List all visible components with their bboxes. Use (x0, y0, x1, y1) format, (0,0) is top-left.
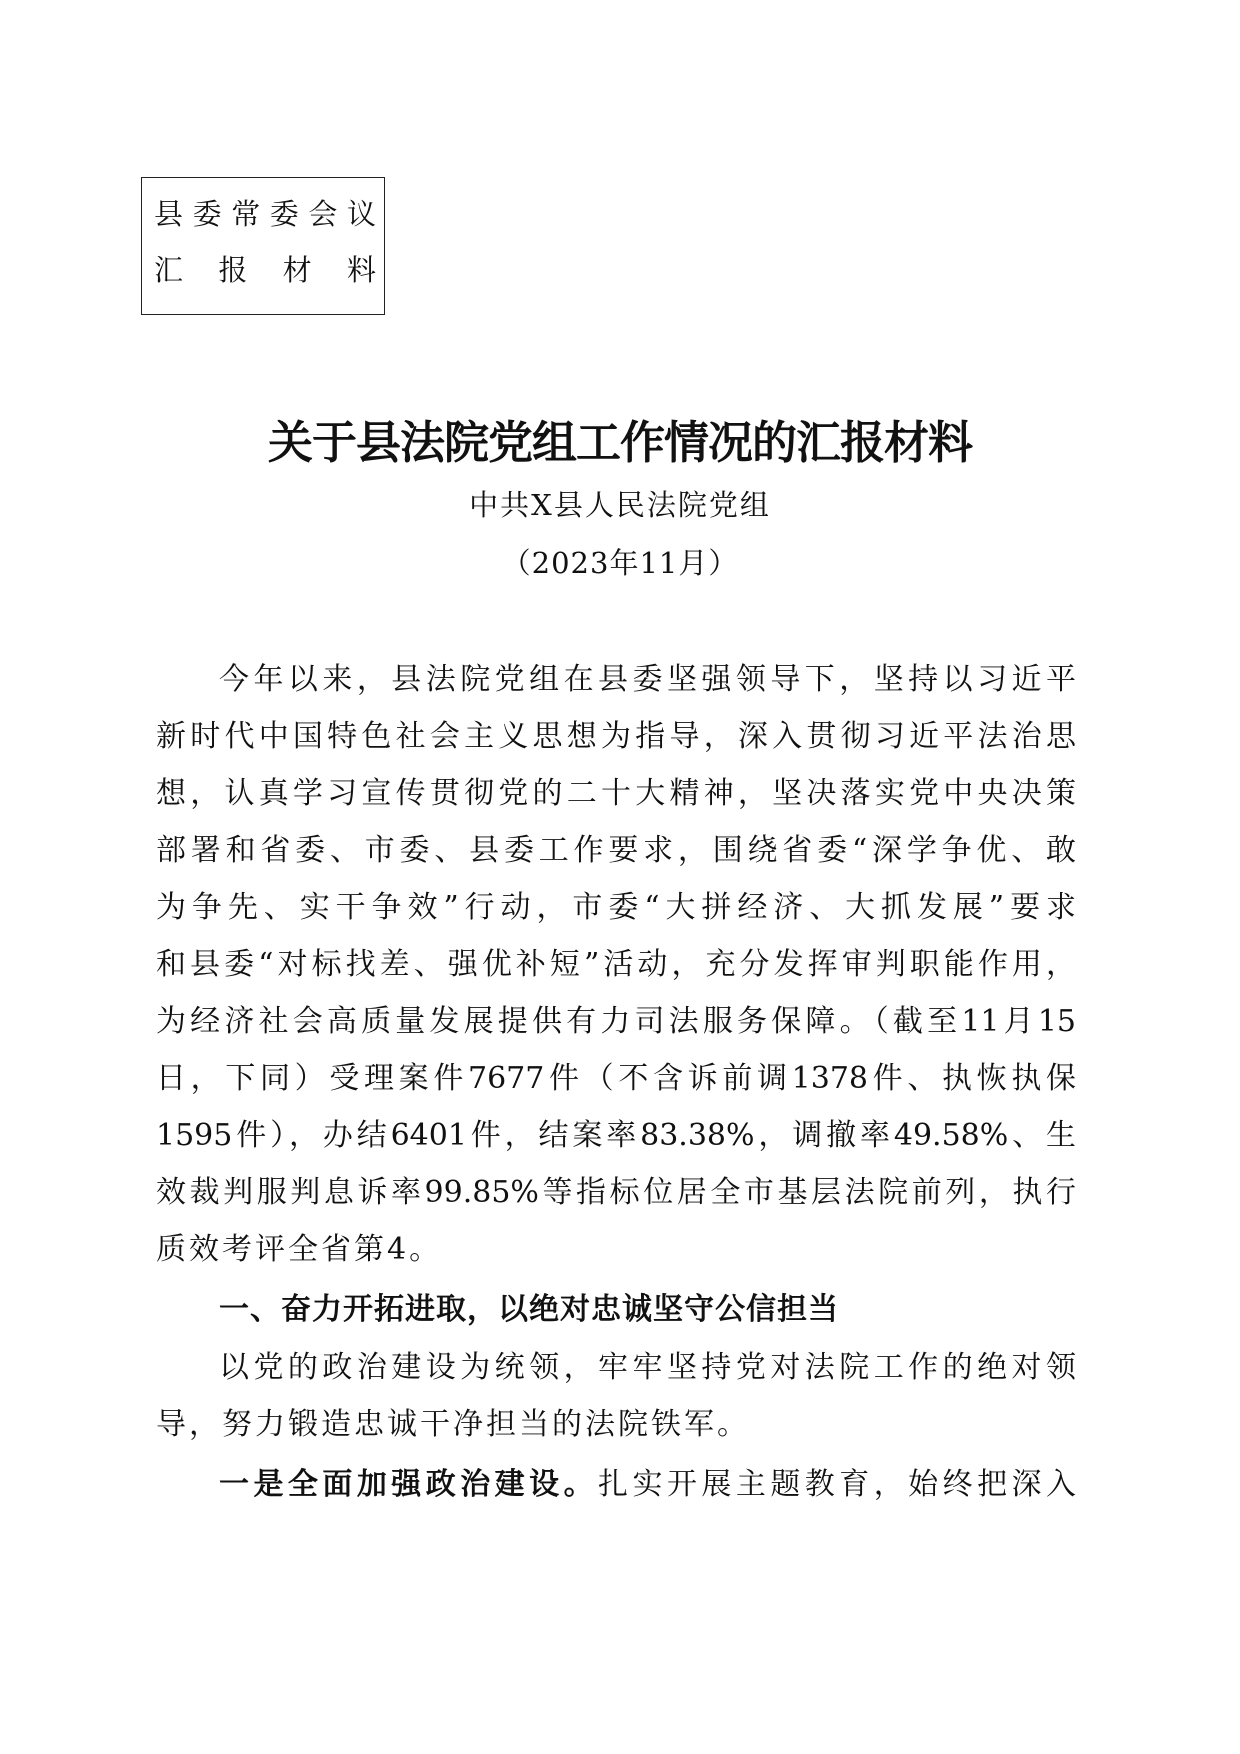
body-line: 新时代中国特色社会主义思想为指导，深入贯彻习近平法治思 (156, 719, 1076, 754)
point-text: 扎实开展主题教育，始终把深入 (598, 1467, 1077, 1502)
body-line: 以党的政治建设为统领，牢牢坚持党对法院工作的绝对领 (219, 1350, 1076, 1385)
body-line: 为经济社会高质量发展提供有力司法服务保障。（截至11月15 (156, 1004, 1076, 1039)
label-char: 议 (346, 197, 376, 231)
body-line: 质效考评全省第4。 (156, 1232, 443, 1267)
label-char: 汇 (154, 253, 184, 287)
label-char: 料 (346, 253, 376, 287)
body-line: 想，认真学习宣传贯彻党的二十大精神，坚决落实党中央决策 (156, 776, 1076, 811)
point-lead: 一是全面加强政治建设。 (219, 1467, 599, 1502)
section-heading: 一、奋力开拓进取，以绝对忠诚坚守公信担当 (219, 1292, 839, 1327)
body-line: 1595件），办结6401件，结案率83.38%，调撤率49.58%、生 (156, 1118, 1076, 1153)
body-line: 和县委“对标找差、强优补短”活动，充分发挥审判职能作用， (156, 947, 1076, 982)
label-char: 委 (269, 197, 299, 231)
label-char: 报 (218, 253, 248, 287)
body-line: 效裁判服判息诉率99.85%等指标位居全市基层法院前列，执行 (156, 1175, 1076, 1210)
document-title: 关于县法院党组工作情况的汇报材料 (267, 416, 972, 469)
label-char: 材 (282, 253, 312, 287)
point-line (219, 1465, 1076, 1505)
body-line: 导，努力锻造忠诚干净担当的法院铁军。 (156, 1407, 750, 1442)
body-line: 日，下同）受理案件7677件（不含诉前调1378件、执恢执保 (156, 1061, 1076, 1096)
document-date: （2023年11月） (501, 546, 739, 580)
body-line: 为争先、实干争效”行动，市委“大拼经济、大抓发展”要求 (156, 890, 1076, 925)
meeting-label-line-1 (154, 194, 376, 234)
body-line: 部署和省委、市委、县委工作要求，围绕省委“深学争优、敢 (156, 833, 1076, 868)
body-line: 今年以来，县法院党组在县委坚强领导下，坚持以习近平 (219, 662, 1076, 697)
meeting-label-box (141, 177, 385, 315)
label-char: 常 (231, 197, 261, 231)
label-char: 县 (154, 197, 184, 231)
label-char: 会 (308, 197, 338, 231)
meeting-label-line-2 (154, 250, 376, 290)
label-char: 委 (192, 197, 222, 231)
document-issuer: 中共X县人民法院党组 (469, 488, 771, 522)
